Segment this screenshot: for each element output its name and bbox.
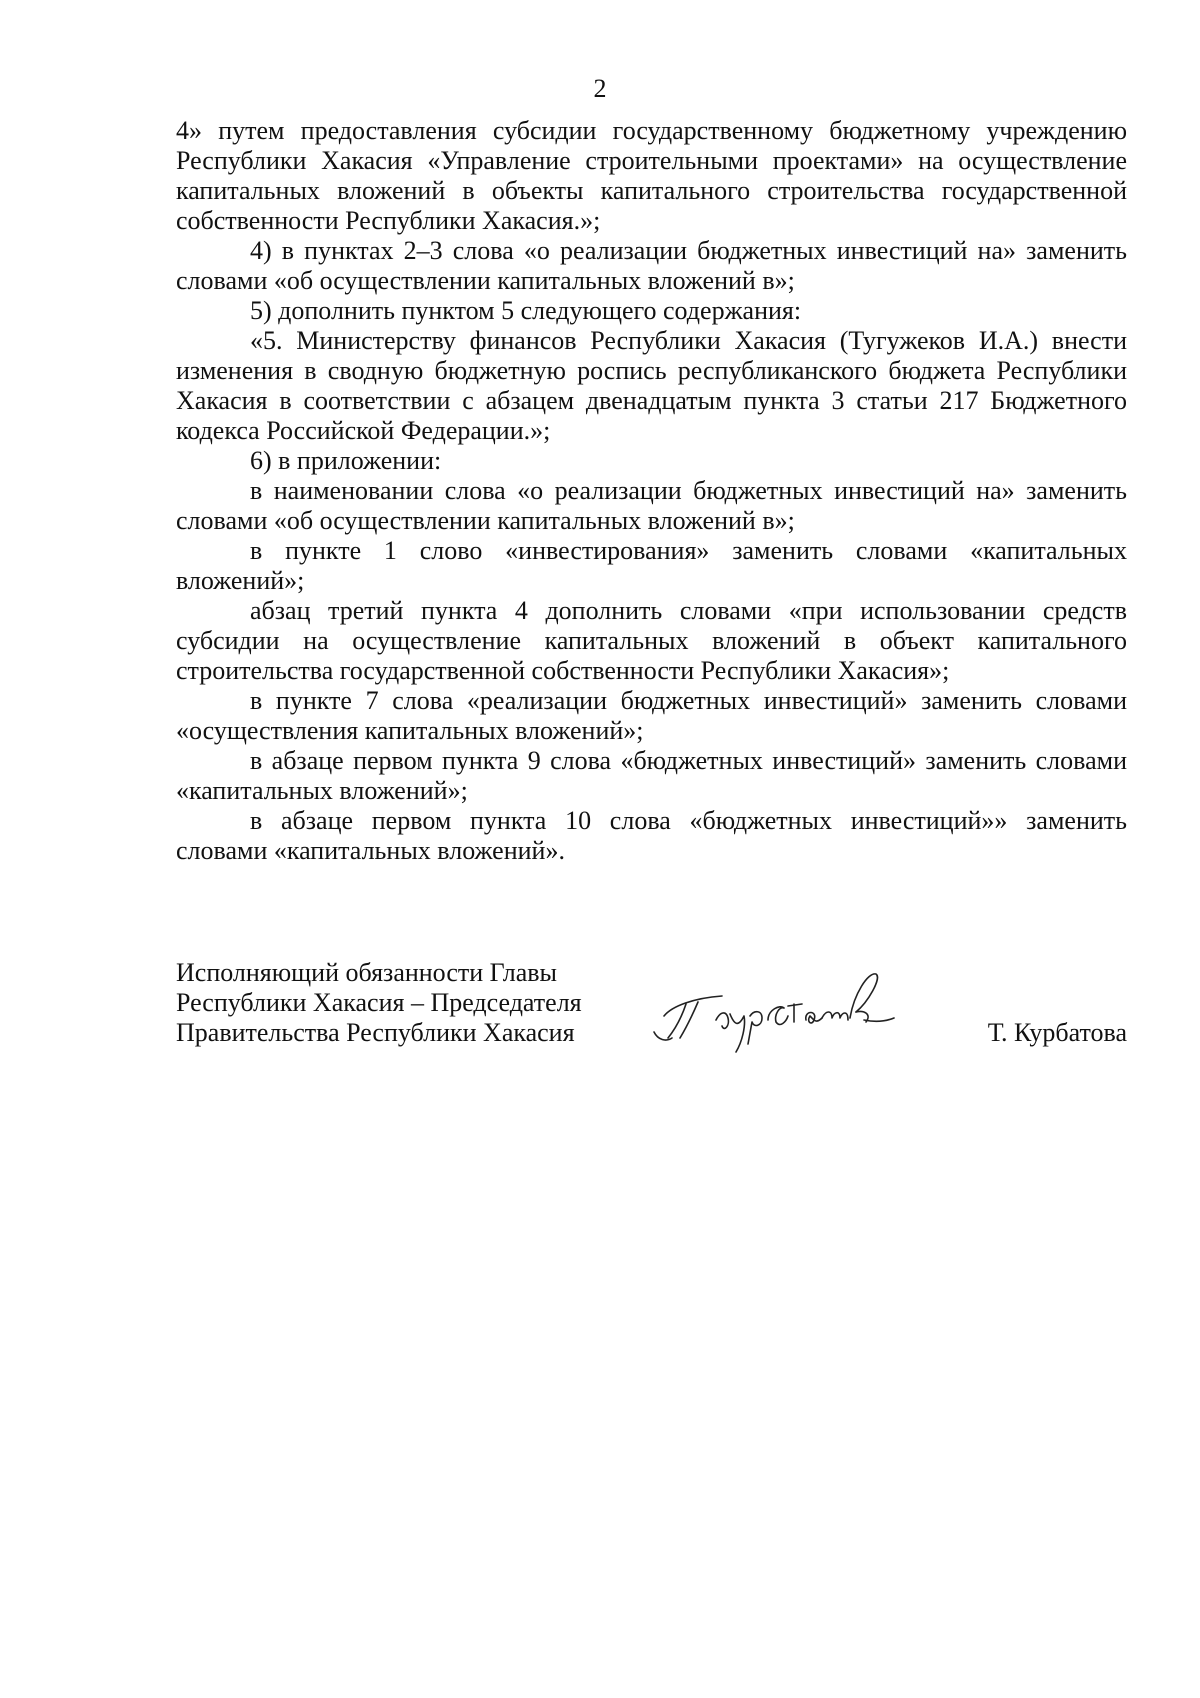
signatory-position-line: Республики Хакасия – Председателя — [176, 988, 582, 1017]
paragraph: 6) в приложении: — [250, 446, 442, 475]
paragraph: в наименовании слова «о реализации бюджетных инвестиций на» заменить словами «об осуществлении капитальных вложений в»; — [176, 476, 1127, 535]
page-number: 2 — [593, 74, 607, 103]
paragraph: в абзаце первом пункта 10 слова «бюджетных инвестиций»» заменить словами «капитальных вложений». — [176, 806, 1127, 865]
handwritten-signature — [642, 964, 898, 1060]
signatory-name: Т. Курбатова — [987, 1018, 1127, 1047]
paragraph: абзац третий пункта 4 дополнить словами «при использовании средств субсидии на осуществление капитальных вложений в объект капитального строительства государственной собственности Республики Хакасия»; — [176, 596, 1127, 685]
signatory-position — [176, 958, 656, 1048]
paragraph: в пункте 7 слова «реализации бюджетных инвестиций» заменить словами «осуществления капитальных вложений»; — [176, 686, 1127, 745]
signature-block — [176, 958, 1127, 1068]
paragraph: в пункте 1 слово «инвестирования» заменить словами «капитальных вложений»; — [176, 536, 1127, 595]
signatory-position-line: Правительства Республики Хакасия — [176, 1018, 575, 1047]
signatory-position-line: Исполняющий обязанности Главы — [176, 958, 557, 987]
paragraph: 4) в пунктах 2–3 слова «о реализации бюджетных инвестиций на» заменить словами «об осуществлении капитальных вложений в»; — [176, 236, 1127, 295]
paragraph: 4» путем предоставления субсидии государственному бюджетному учреждению Республики Хакасия «Управление строительными проектами» на осуществление капитальных вложений в объекты капитального строительства государственной собственности Республики Хакасия.»; — [176, 116, 1127, 235]
paragraph: «5. Министерству финансов Республики Хакасия (Тугужеков И.А.) внести изменения в сводную бюджетную роспись республиканского бюджета Республики Хакасия в соответствии с абзацем двенадцатым пункта 3 статьи 217 Бюджетного кодекса Российской Федерации.»; — [176, 326, 1127, 445]
paragraph: в абзаце первом пункта 9 слова «бюджетных инвестиций» заменить словами «капитальных вложений»; — [176, 746, 1127, 805]
paragraph: 5) дополнить пунктом 5 следующего содержания: — [250, 296, 802, 325]
document-body — [176, 116, 1127, 866]
